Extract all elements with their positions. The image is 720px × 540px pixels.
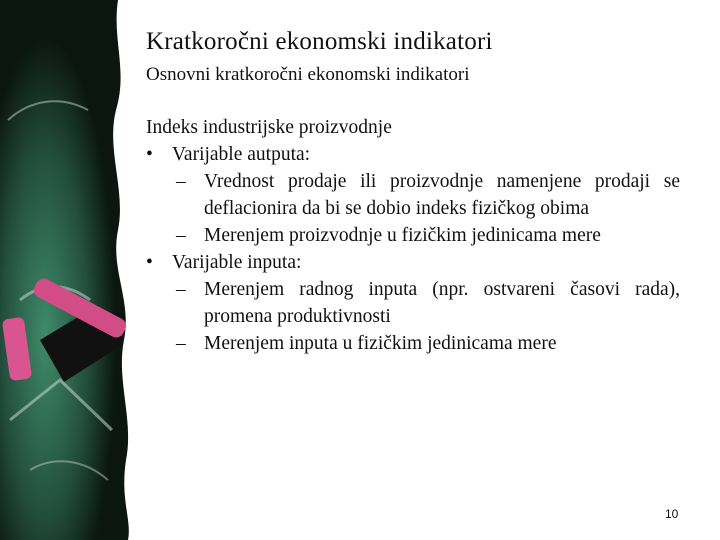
- slide-subtitle: Osnovni kratkoročni ekonomski indikatori: [146, 64, 470, 85]
- bullet-item: [146, 141, 680, 168]
- sub-bullet-text: Merenjem proizvodnje u fizičkim jedinicama mere: [204, 225, 601, 246]
- sub-bullet-item: [146, 168, 680, 222]
- sub-bullet-text: Merenjem radnog inputa (npr. ostvareni časovi rada), promena produktivnosti: [204, 279, 680, 327]
- page-number: 10: [665, 507, 679, 521]
- slide-content: [146, 114, 680, 357]
- dash-icon: –: [176, 225, 186, 246]
- sub-bullet-text: Merenjem inputa u fizičkim jedinicama mere: [204, 333, 557, 354]
- sub-bullet-text: Vrednost prodaje ili proizvodnje namenjene prodaji se deflacionira da bi se dobio indeks fizičkog obima: [204, 171, 680, 219]
- sub-bullet-item: [146, 276, 680, 330]
- bullet-icon: •: [146, 144, 153, 165]
- sub-bullet-item: [146, 222, 680, 249]
- dash-icon: –: [176, 171, 186, 192]
- bullet-item: [146, 249, 680, 276]
- bullet-text: Varijable inputa:: [172, 252, 302, 273]
- bullet-icon: •: [146, 252, 153, 273]
- dash-icon: –: [176, 279, 186, 300]
- section-heading: Indeks industrijske proizvodnje: [146, 117, 392, 138]
- slide-title: Kratkoročni ekonomski indikatori: [146, 28, 493, 55]
- dash-icon: –: [176, 333, 186, 354]
- sub-bullet-item: [146, 330, 680, 357]
- bullet-text: Varijable autputa:: [172, 144, 311, 165]
